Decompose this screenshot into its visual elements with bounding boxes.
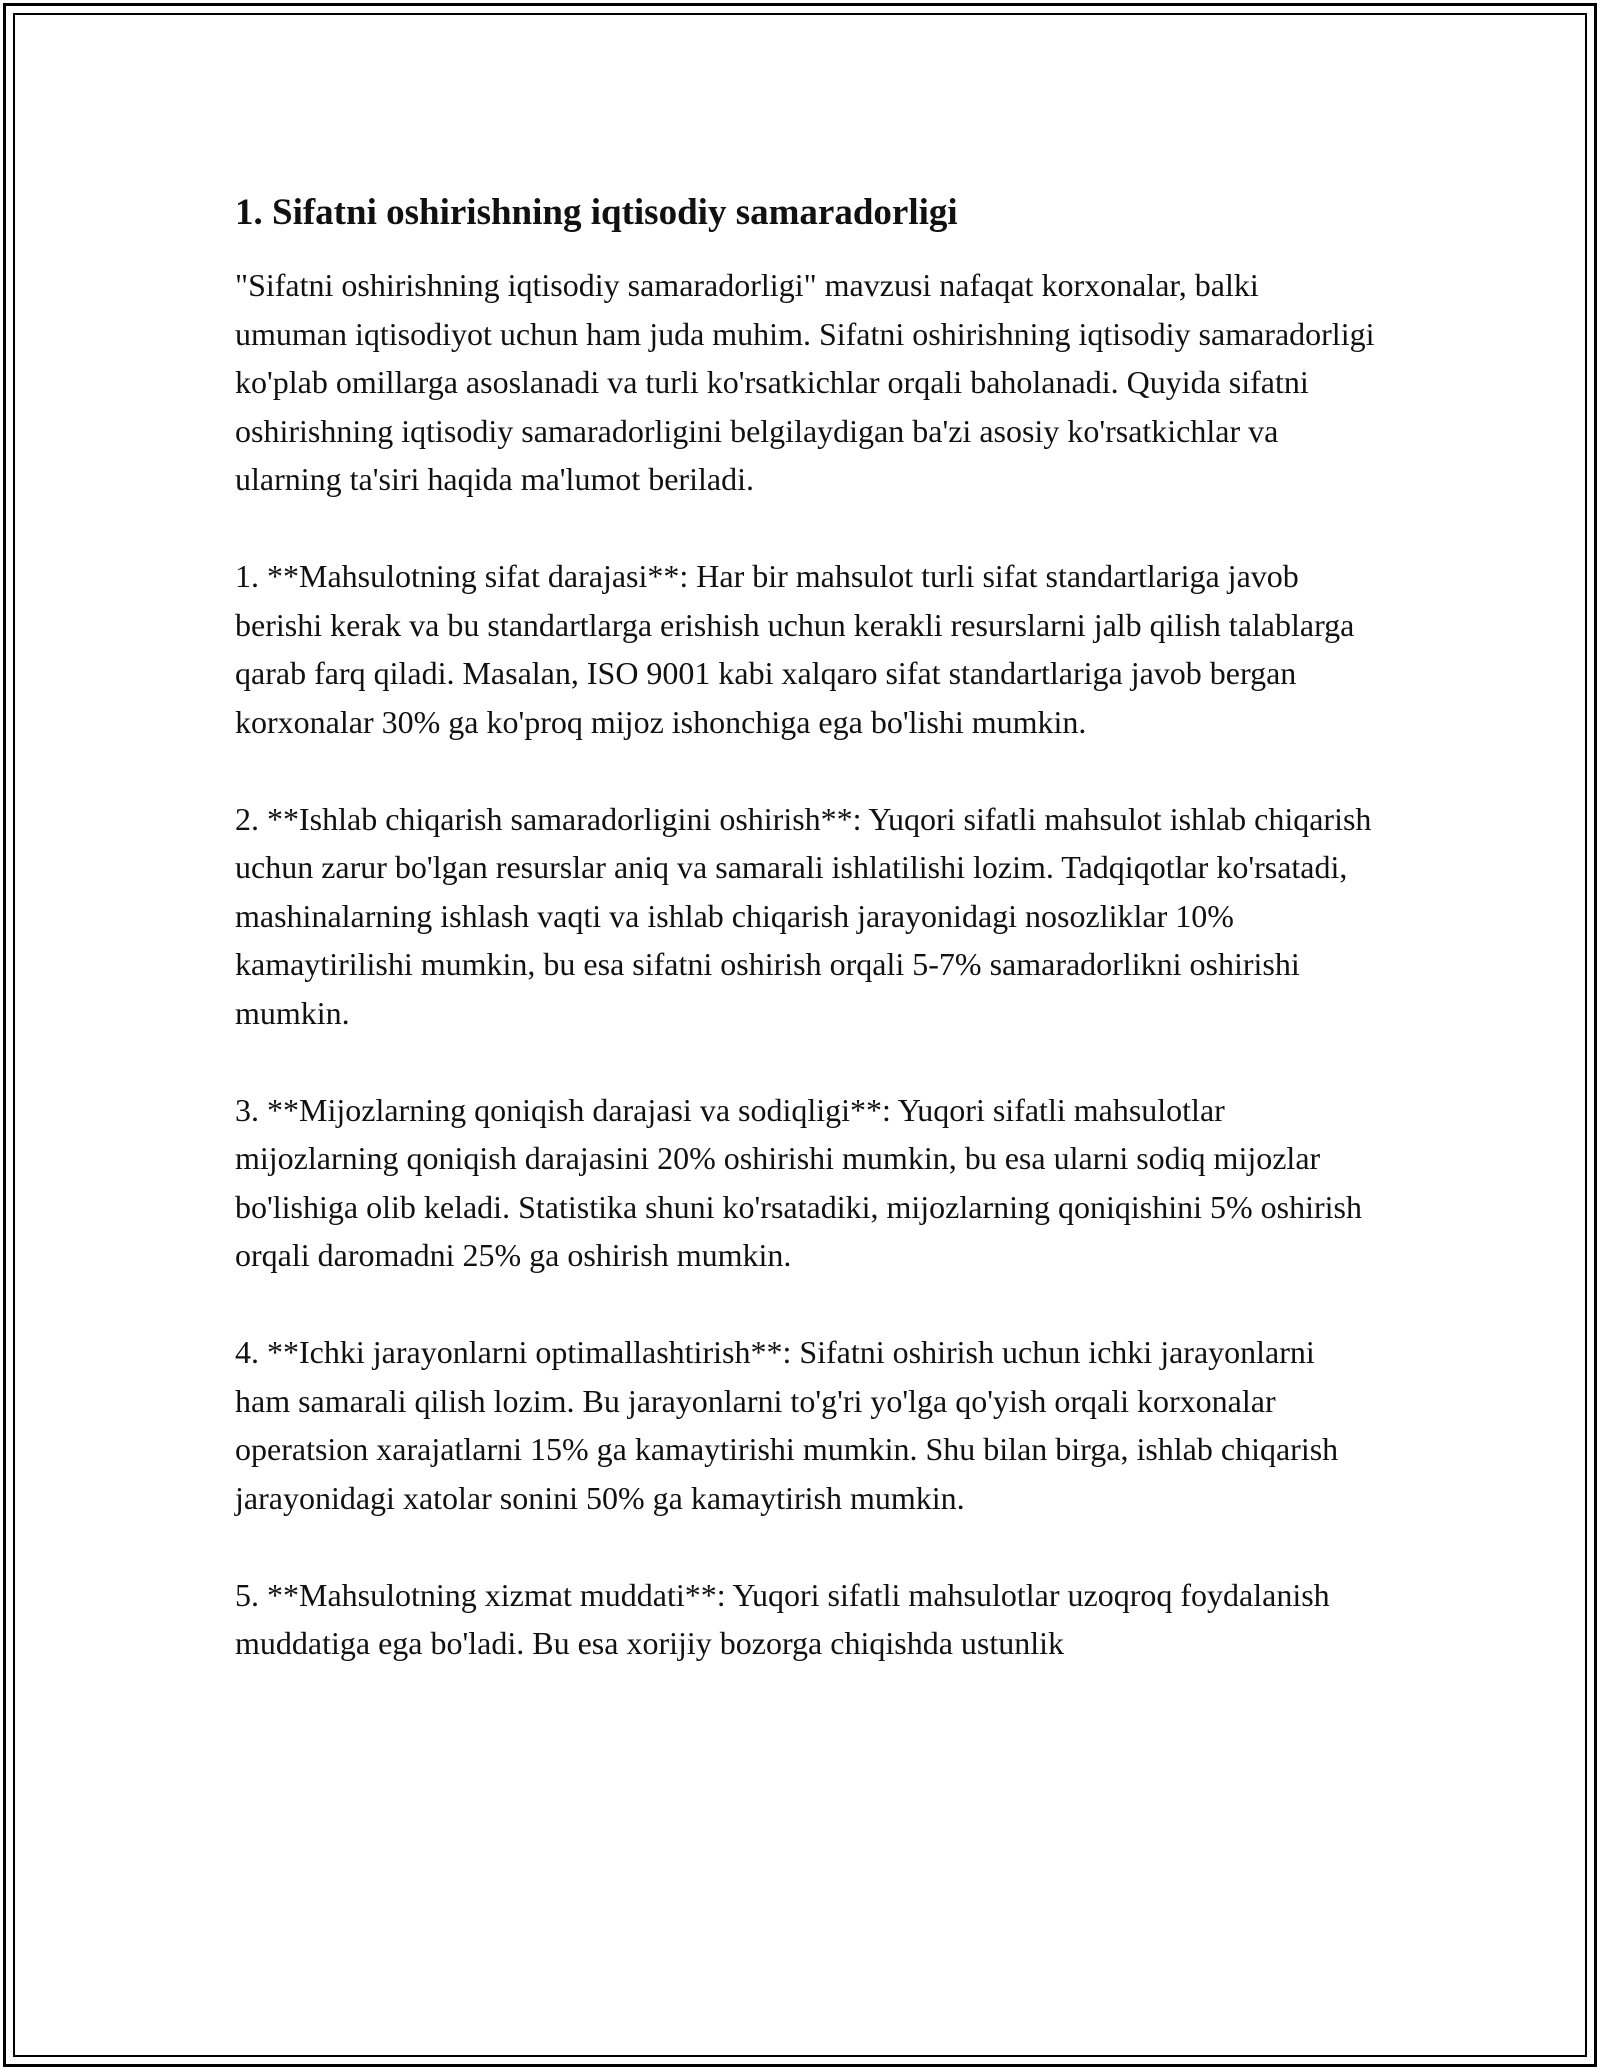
point-1-paragraph: 1. **Mahsulotning sifat darajasi**: Har bir mahsulot turli sifat standartlariga javob berishi kerak va bu standartlarga erishish uchun kerakli resurslarni jalb qilish talablarga qarab farq qiladi. Masalan, ISO 9001 kabi xalqaro sifat standartlariga javob bergan korxonalar 30% ga ko'proq mijoz ishonchiga ega bo'lishi mumkin. bbox=[235, 558, 1355, 740]
document-title: 1. Sifatni oshirishning iqtisodiy samaradorligi bbox=[235, 192, 958, 233]
point-5-paragraph: 5. **Mahsulotning xizmat muddati**: Yuqori sifatli mahsulotlar uzoqroq foydalanish muddatiga ega bo'ladi. Bu esa xorijiy bozorga chiqishda ustunlik bbox=[235, 1576, 1330, 1661]
intro-paragraph: "Sifatni oshirishning iqtisodiy samaradorligi" mavzusi nafaqat korxonalar, balki umuman iqtisodiyot uchun ham juda muhim. Sifatni oshirishning iqtisodiy samaradorligi ko'plab omillarga asoslanadi va turli ko'rsatkichlar orqali baholanadi. Quyida sifatni oshirishning iqtisodiy samaradorligini belgilaydigan ba'zi asosiy ko'rsatkichlar va ularning ta'siri haqida ma'lumot beriladi. bbox=[235, 267, 1375, 497]
point-2-paragraph: 2. **Ishlab chiqarish samaradorligini oshirish**: Yuqori sifatli mahsulot ishlab chiqarish uchun zarur bo'lgan resurslar aniq va samarali ishlatilishi lozim. Tadqiqotlar ko'rsatadi, mashinalarning ishlash vaqti va ishlab chiqarish jarayonidagi nosozliklar 10% kamaytirilishi mumkin, bu esa sifatni oshirish orqali 5-7% samaradorlikni oshirishi mumkin. bbox=[235, 800, 1372, 1031]
point-4-paragraph: 4. **Ichki jarayonlarni optimallashtirish**: Sifatni oshirish uchun ichki jarayonlarni ham samarali qilish lozim. Bu jarayonlarni to'g'ri yo'lga qo'yish orqali korxonalar operatsion xarajatlarni 15% ga kamaytirishi mumkin. Shu bilan birga, ishlab chiqarish jarayonidagi xatolar sonini 50% ga kamaytirish mumkin. bbox=[235, 1334, 1339, 1516]
point-3-paragraph: 3. **Mijozlarning qoniqish darajasi va sodiqligi**: Yuqori sifatli mahsulotlar mijozlarning qoniqish darajasini 20% oshirishi mumkin, bu esa ularni sodiq mijozlar bo'lishiga olib keladi. Statistika shuni ko'rsatadiki, mijozlarning qoniqishini 5% oshirish orqali daromadni 25% ga oshirish mumkin. bbox=[235, 1091, 1362, 1273]
document-body bbox=[235, 188, 1375, 1716]
